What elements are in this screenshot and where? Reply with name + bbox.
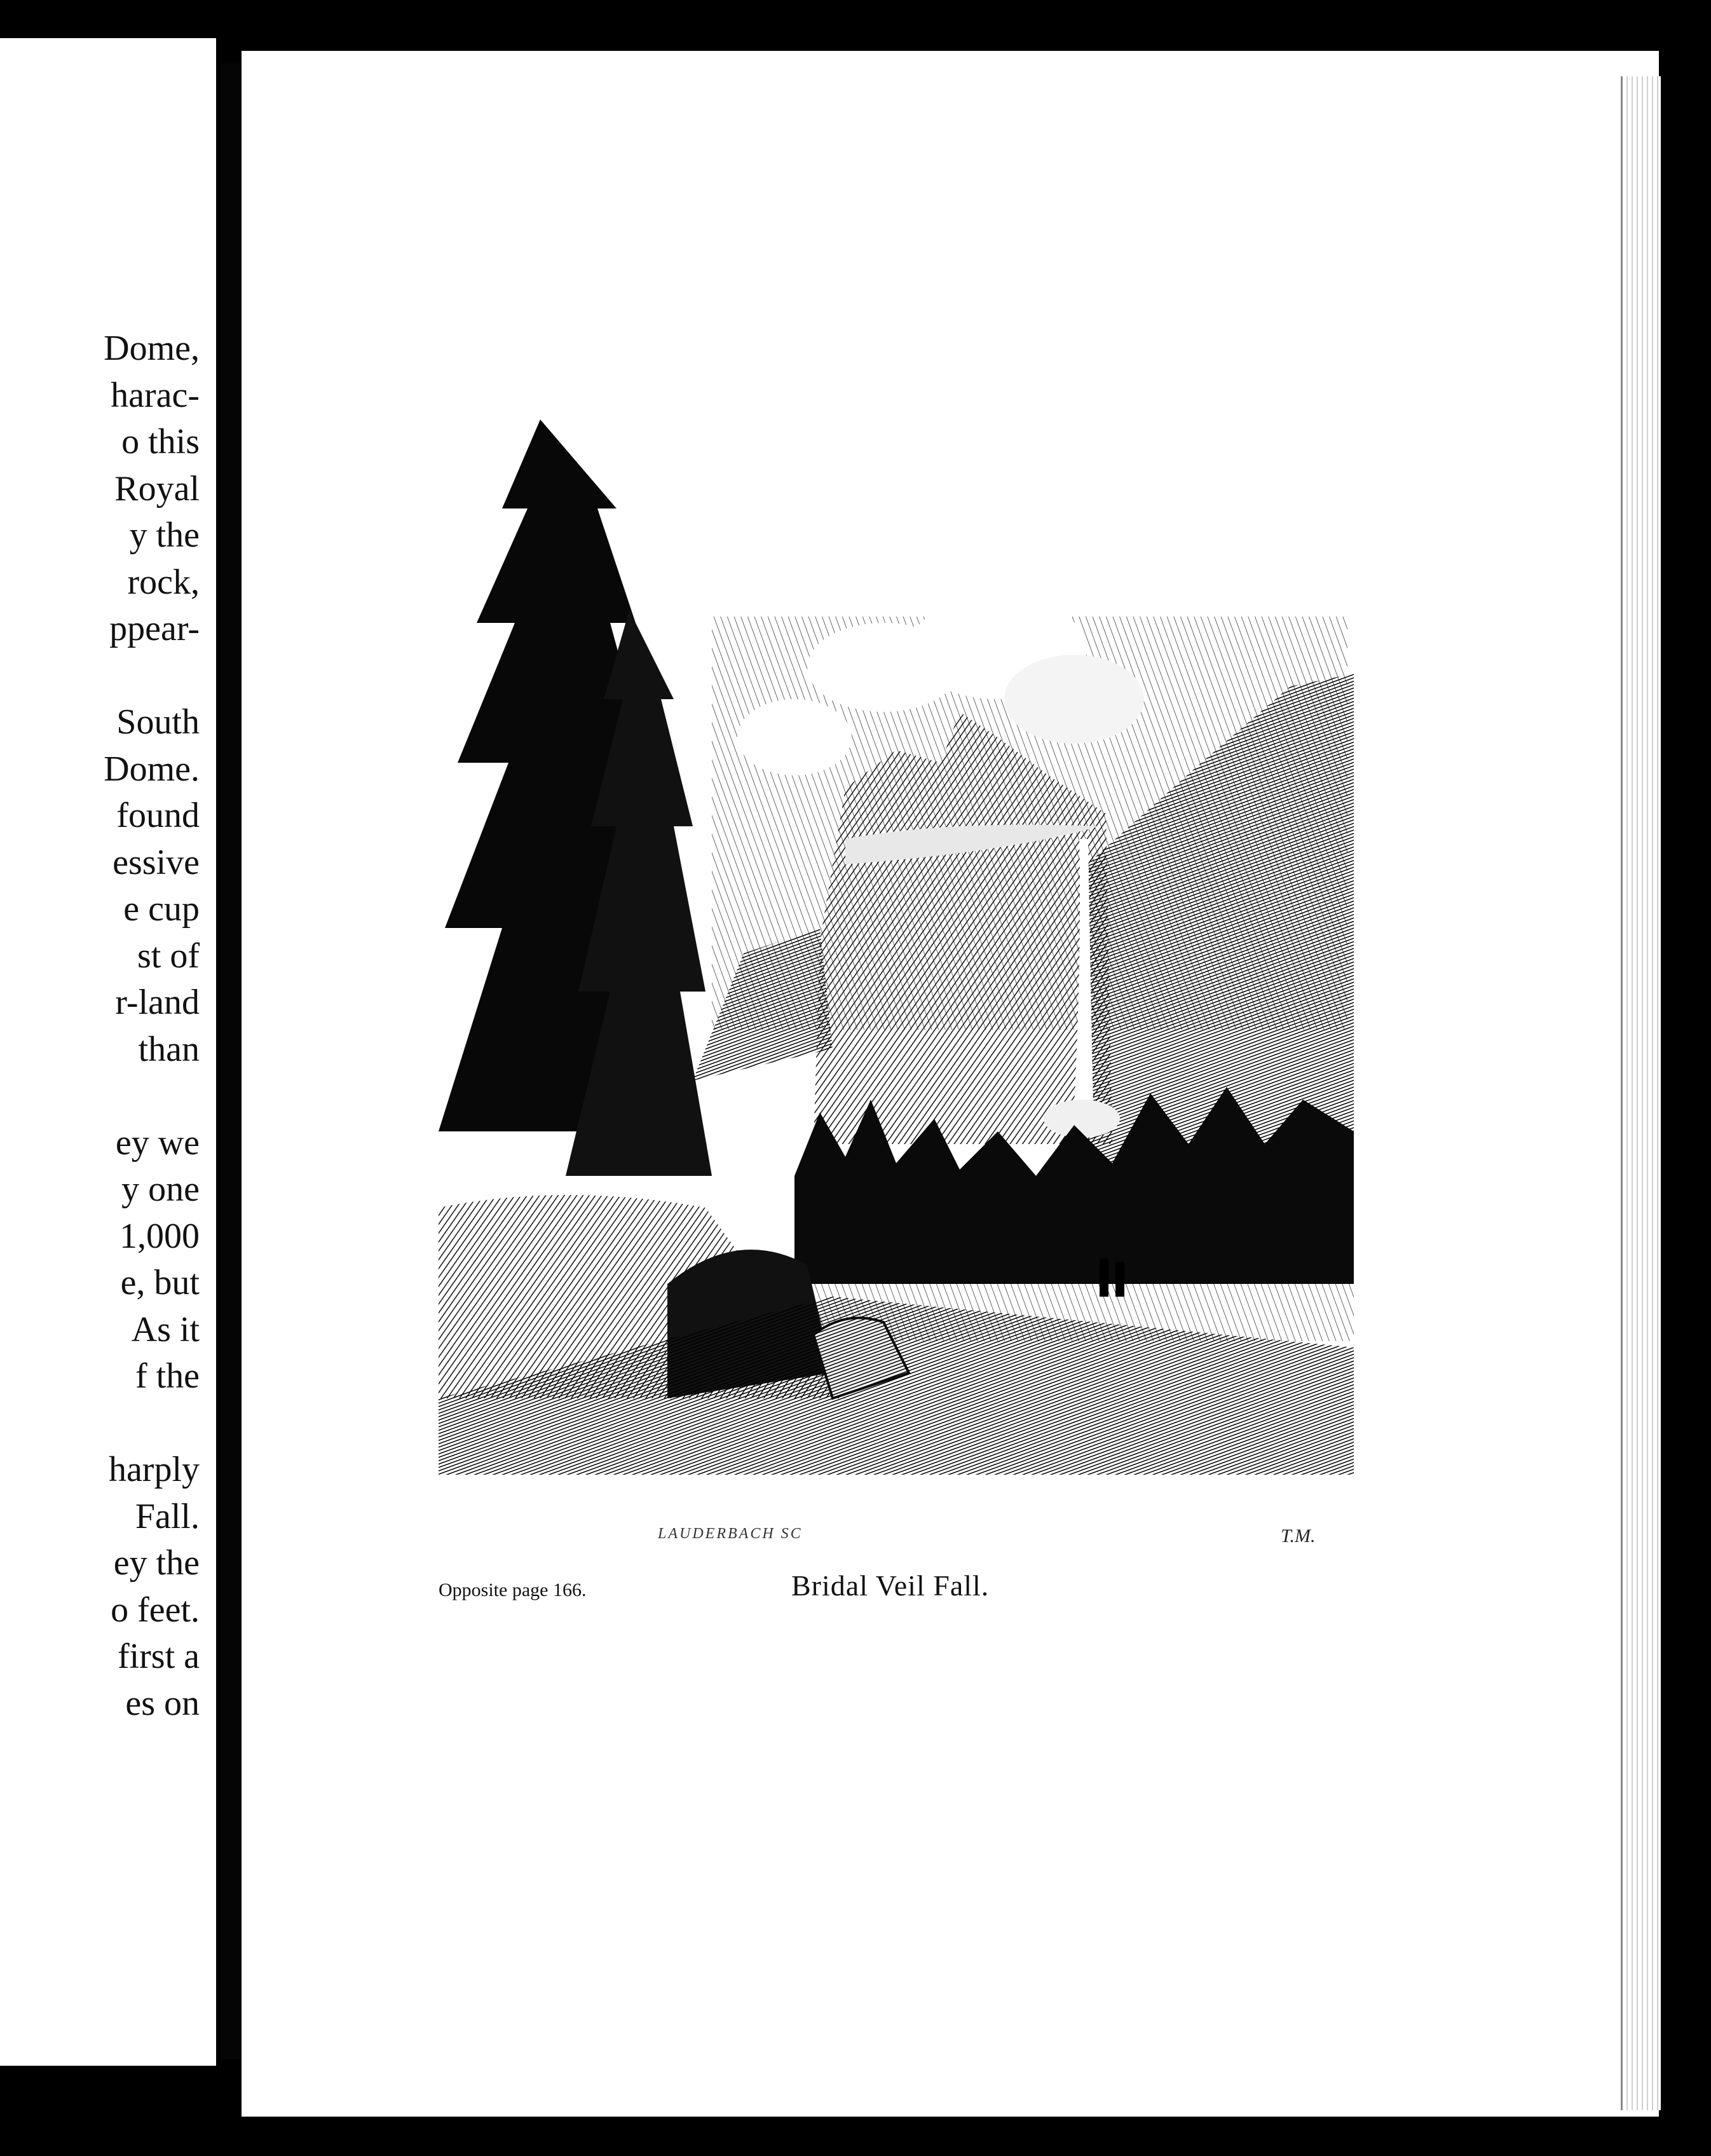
page-edges bbox=[1621, 76, 1661, 2110]
book-spine bbox=[221, 64, 240, 2059]
left-page-line: Dome. bbox=[104, 749, 200, 789]
caption-page-reference: Opposite page 166. bbox=[439, 1579, 587, 1600]
engraver-signature: LAUDERBACH SC bbox=[658, 1525, 803, 1542]
left-page-line: Fall. bbox=[135, 1496, 200, 1536]
left-page-line: South bbox=[116, 702, 200, 742]
left-page-line: y the bbox=[129, 515, 200, 555]
left-page-line: than bbox=[138, 1029, 200, 1069]
left-page-line: found bbox=[116, 796, 200, 835]
left-page-line: e cup bbox=[123, 889, 200, 929]
engraving-plate bbox=[439, 381, 1354, 1564]
left-page-line: e, but bbox=[120, 1263, 200, 1302]
left-page-line: ey the bbox=[113, 1543, 200, 1583]
artist-signature: T.M. bbox=[1281, 1525, 1316, 1546]
left-page-line: harply bbox=[108, 1450, 200, 1489]
left-page-line: y one bbox=[121, 1170, 200, 1209]
left-page-line: harac- bbox=[111, 375, 200, 415]
left-page-line: essive bbox=[112, 842, 200, 882]
left-page-line: es on bbox=[125, 1683, 200, 1723]
left-page-line: f the bbox=[135, 1356, 200, 1396]
left-page bbox=[0, 38, 216, 2066]
left-page-line: o this bbox=[121, 422, 200, 461]
left-page-line: 1,000 bbox=[119, 1216, 200, 1256]
left-page-line: rock, bbox=[127, 562, 200, 602]
left-page-line: As it bbox=[131, 1309, 200, 1349]
caption-title: Bridal Veil Fall. bbox=[791, 1569, 990, 1602]
left-page-line: o feet. bbox=[111, 1590, 200, 1630]
bridal-veil-fall-engraving bbox=[439, 381, 1354, 1564]
left-page-line: Royal bbox=[114, 468, 200, 508]
left-page-line: r-land bbox=[115, 983, 200, 1022]
left-page-line: st of bbox=[137, 936, 200, 976]
left-page-line: Dome, bbox=[104, 329, 200, 368]
left-page-line: ey we bbox=[115, 1122, 200, 1163]
left-page-line: first a bbox=[117, 1637, 200, 1676]
left-page-line: ppear- bbox=[109, 609, 200, 648]
